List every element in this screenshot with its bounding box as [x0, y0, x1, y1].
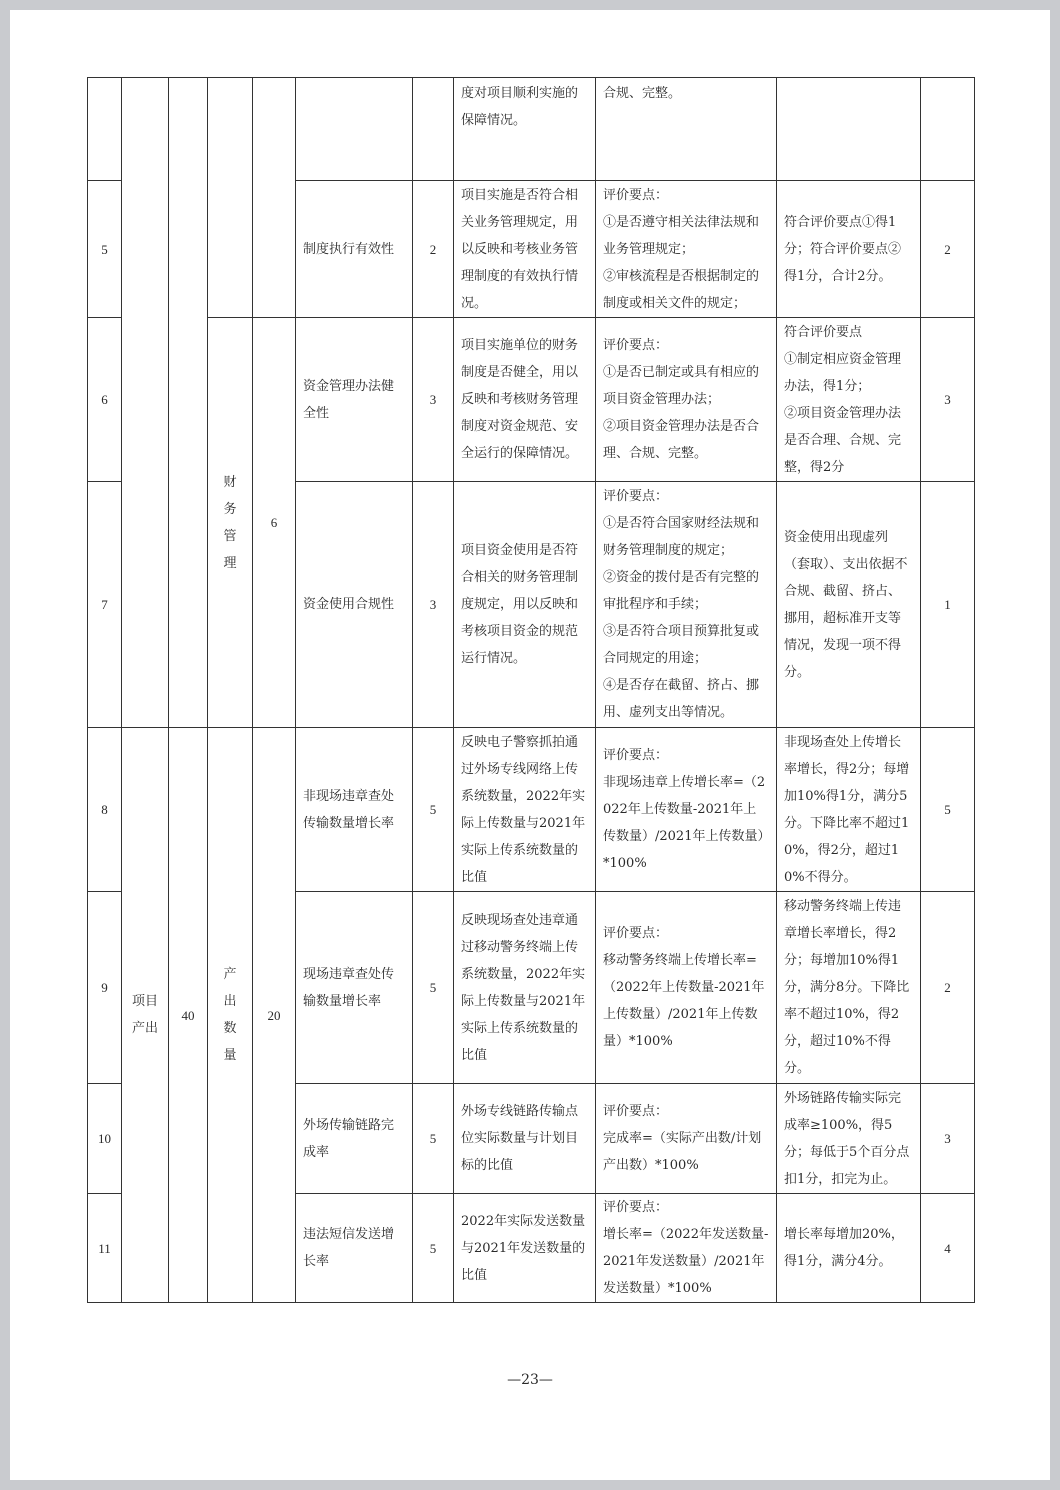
cell-indicator: 制度执行有效性 — [296, 181, 413, 318]
cell-indicator: 资金使用合规性 — [296, 482, 413, 728]
cell-score: 2 — [921, 181, 975, 318]
cell-weight: 5 — [413, 1084, 454, 1194]
cell-criteria: 评价要点： 增长率=（2022年发送数量-2021年发送数量）/2021年发送数量）*100% — [596, 1194, 777, 1303]
cell-no: 9 — [88, 892, 122, 1084]
cell-method: 外场链路传输实际完成率≥100%，得5分；每低于5个百分点扣1分，扣完为止。 — [777, 1084, 921, 1194]
cell-level1: 项目产出 — [122, 728, 169, 1303]
cell-indicator: 违法短信发送增长率 — [296, 1194, 413, 1303]
cell-weight: 5 — [413, 1194, 454, 1303]
cell-method: 非现场查处上传增长率增长，得2分；每增加10%得1分，满分5分。下降比率不超过10%，得2分，超过10%不得分。 — [777, 728, 921, 892]
cell-method: 符合评价要点①得1分；符合评价要点②得1分，合计2分。 — [777, 181, 921, 318]
cell-method: 增长率每增加20%，得1分，满分4分。 — [777, 1194, 921, 1303]
cell-method: 资金使用出现虚列（套取）、支出依据不合规、截留、挤占、挪用，超标准开支等情况，发现一项不得分。 — [777, 482, 921, 728]
cell-no: 8 — [88, 728, 122, 892]
cell-no — [88, 78, 122, 181]
cell-no: 6 — [88, 318, 122, 482]
cell-score: 1 — [921, 482, 975, 728]
cell-indicator: 外场传输链路完成率 — [296, 1084, 413, 1194]
cell-weight: 3 — [413, 318, 454, 482]
cell-level2: 财务管理 — [208, 318, 253, 728]
cell-criteria: 评价要点： 移动警务终端上传增长率=（2022年上传数量-2021年上传数量）/2021年上传数量）*100% — [596, 892, 777, 1084]
cell-level2: 产出数量 — [208, 728, 253, 1303]
cell-score: 3 — [921, 1084, 975, 1194]
cell-indicator: 资金管理办法健全性 — [296, 318, 413, 482]
cell-weight: 5 — [413, 892, 454, 1084]
cell-desc: 反映现场查处违章通过移动警务终端上传系统数量，2022年实际上传数量与2021年实际上传系统数量的比值 — [454, 892, 596, 1084]
cell-criteria: 评价要点： 完成率=（实际产出数/计划产出数）*100% — [596, 1084, 777, 1194]
cell-level2-weight: 6 — [253, 318, 296, 728]
page-number: —23— — [507, 1372, 553, 1388]
cell-method: 移动警务终端上传违章增长率增长，得2分；每增加10%得1分，满分8分。下降比率不超过10%，得2分，超过10%不得分。 — [777, 892, 921, 1084]
cell-weight: 3 — [413, 482, 454, 728]
cell-level1-empty — [122, 78, 169, 728]
cell-indicator: 现场违章查处传输数量增长率 — [296, 892, 413, 1084]
cell-criteria: 评价要点： 非现场违章上传增长率=（2022年上传数量-2021年上传数量）/2021年上传数量）*100% — [596, 728, 777, 892]
cell-indicator: 非现场违章查处传输数量增长率 — [296, 728, 413, 892]
cell-method: 符合评价要点 ①制定相应资金管理办法，得1分； ②项目资金管理办法是否合理、合规、完整，得2分 — [777, 318, 921, 482]
cell-desc: 2022年实际发送数量与2021年发送数量的比值 — [454, 1194, 596, 1303]
cell-score: 2 — [921, 892, 975, 1084]
cell-desc: 项目实施是否符合相关业务管理规定，用以反映和考核业务管理制度的有效执行情况。 — [454, 181, 596, 318]
cell-score: 4 — [921, 1194, 975, 1303]
cell-level2-weight-empty — [253, 78, 296, 318]
cell-criteria: 评价要点： ①是否符合国家财经法规和财务管理制度的规定； ②资金的拨付是否有完整的审批程序和手续； ③是否符合项目预算批复或合同规定的用途； ④是否存在截留、挤占、挪用、虚列支出等情况。 — [596, 482, 777, 728]
cell-no: 11 — [88, 1194, 122, 1303]
document-page — [10, 10, 1050, 1480]
cell-level2-weight: 20 — [253, 728, 296, 1303]
cell-desc: 度对项目顺利实施的保障情况。 — [454, 78, 596, 181]
cell-criteria: 评价要点： ①是否遵守相关法律法规和业务管理规定； ②审核流程是否根据制定的制度或相关文件的规定； — [596, 181, 777, 318]
cell-no: 10 — [88, 1084, 122, 1194]
cell-score: 3 — [921, 318, 975, 482]
cell-weight: 2 — [413, 181, 454, 318]
cell-no: 7 — [88, 482, 122, 728]
cell-desc: 反映电子警察抓拍通过外场专线网络上传系统数量，2022年实际上传数量与2021年实际上传系统数量的比值 — [454, 728, 596, 892]
table-row — [88, 728, 975, 892]
table-row — [88, 78, 975, 181]
cell-level1-weight: 40 — [169, 728, 208, 1303]
cell-no: 5 — [88, 181, 122, 318]
cell-score: 5 — [921, 728, 975, 892]
cell-desc: 项目资金使用是否符合相关的财务管理制度规定，用以反映和考核项目资金的规范运行情况。 — [454, 482, 596, 728]
cell-desc: 项目实施单位的财务制度是否健全，用以反映和考核财务管理制度对资金规范、安全运行的保障情况。 — [454, 318, 596, 482]
cell-criteria: 评价要点： ①是否已制定或具有相应的项目资金管理办法； ②项目资金管理办法是否合理、合规、完整。 — [596, 318, 777, 482]
cell-level2-empty — [208, 78, 253, 318]
table-row — [88, 318, 975, 482]
cell-weight: 5 — [413, 728, 454, 892]
cell-level1-weight-empty — [169, 78, 208, 728]
evaluation-table — [87, 77, 975, 1303]
cell-desc: 外场专线链路传输点位实际数量与计划目标的比值 — [454, 1084, 596, 1194]
cell-criteria: 合规、完整。 — [596, 78, 777, 181]
